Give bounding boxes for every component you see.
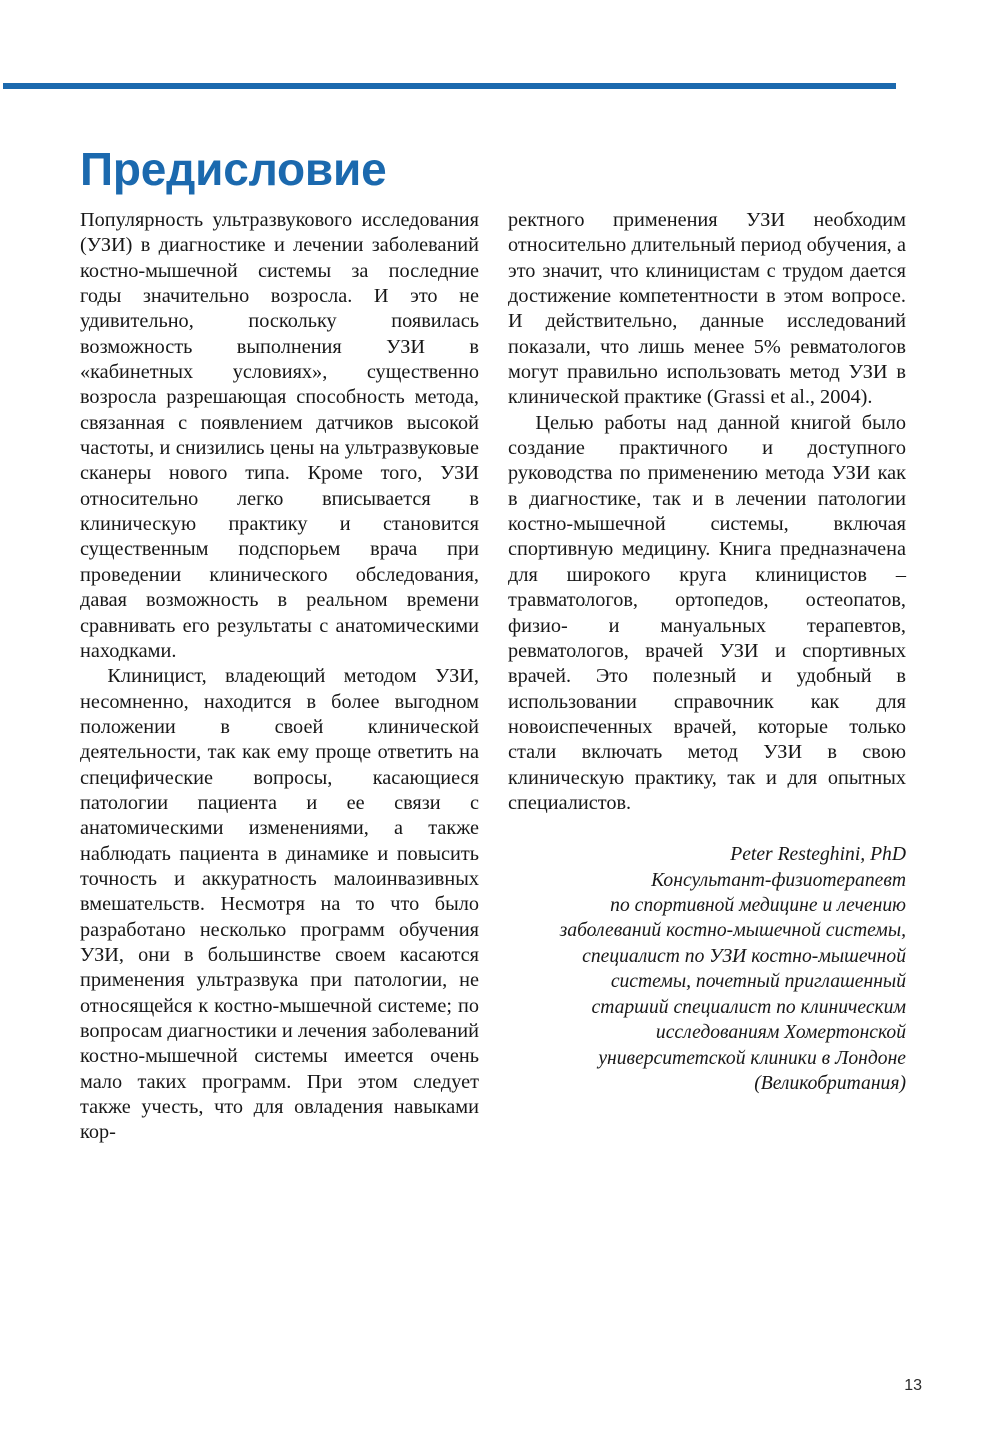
paragraph: Целью работы над данной книгой было создание практичного и доступного руководства по применению метода УЗИ как в диагностике, так и в лечении патологии костно-мышечной системы, включая спортивную медицину. Книга предназначена для широкого круга клиницистов – травматологов, ортопедов, остеопатов, физио- и мануальных терапевтов, ревматологов, врачей УЗИ и спортивных врачей. Это полезный и удобный в использовании справочник как для новоиспеченных врачей, которые только стали включать метод УЗИ в свою клиническую практику, так и для опытных специалистов. [508,411,906,814]
paragraph: Клиницист, владеющий методом УЗИ, несомненно, находится в более выгодном положении в своей клинической деятельности, так как ему проще ответить на специфические вопросы, касающиеся патологии пациента и ее связи с анатомическими изменениями, а также наблюдать пациента в динамике и повысить точность и аккуратность малоинвазивных вмешательств. Несмотря на то что было разработано несколько программ обучения УЗИ, они в большинстве своем касаются применения ультразвука при патологии, не относящейся к костно-мышечной системе; по вопросам диагностики и лечения заболеваний костно-мышечной системы имеется очень мало таких программ. При этом следует также учесть, что для овладения навыками кор- [80,665,479,1144]
paragraph: ректного применения УЗИ необходим относительно длительный период обучения, а это значит, что клиницистам с трудом дается достижение компетентности в этом вопросе. И действительно, данные исследований показали, что лишь менее 5% ревматологов могут правильно использовать метод УЗИ в клинической практике (Grassi et al., 2004). [508,209,906,409]
signature-line: (Великобритания) [754,1072,906,1094]
signature-line: по спортивной медицине и лечению [610,895,906,917]
page-title: Предисловие [80,142,387,195]
signature-line: старший специалист по клиническим [591,996,906,1018]
signature-line: заболеваний костно-мышечной системы, [559,920,906,942]
page-number: 13 [904,1377,922,1394]
signature-line: университетской клиники в Лондоне [598,1047,906,1069]
paragraph: Популярность ультразвукового исследования (УЗИ) в диагностике и лечении заболеваний костно-мышечной системы за последние годы значительно возросла. И это не удивительно, поскольку появилась возможность выполнения УЗИ в «кабинетных условиях», существенно возросла разрешающая способность метода, связанная с появлением датчиков высокой частоты, и снизились цены на ультразвуковые сканеры нового типа. Кроме того, УЗИ относительно легко вписывается в клиническую практику и становится существенным подспорьем врача при проведении клинического обследования, давая возможность в реальном времени сравнивать его результаты с анатомическими находками. [80,209,479,662]
signature-line: исследованиям Хомертонской [655,1022,906,1044]
text-column-right [508,208,906,1096]
author-signature-block [508,842,906,1096]
signature-line: системы, почетный приглашенный [610,971,906,993]
signature-line: Консультант-физиотерапевт [651,869,906,891]
signature-line: Peter Resteghini, PhD [730,844,906,866]
header-rule-divider [3,83,896,89]
signature-line: специалист по УЗИ костно-мышечной [582,945,906,967]
text-column-left [80,208,479,1146]
